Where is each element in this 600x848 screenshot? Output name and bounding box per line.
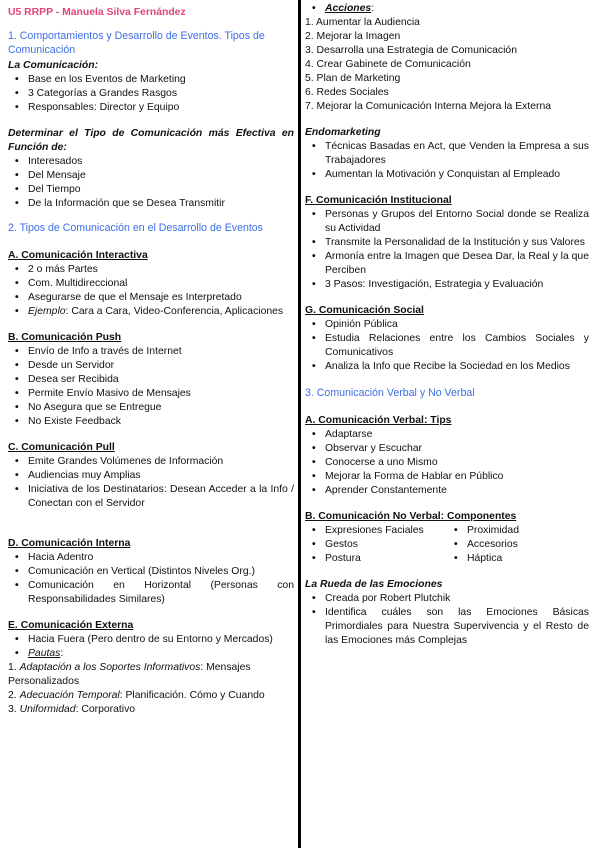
list-item: • Analiza la Info que Recibe la Sociedad en los Medios bbox=[305, 360, 589, 374]
comunicacion-no-verbal-heading: B. Comunicación No Verbal: Componentes bbox=[305, 511, 517, 522]
list-item: • Conocerse a uno Mismo bbox=[305, 456, 589, 470]
accion-line: 7. Mejorar la Comunicación Interna Mejora la Externa bbox=[305, 101, 552, 112]
list-item: • Estudia Relaciones entre los Cambios Sociales y Comunicativos bbox=[305, 332, 589, 360]
comunicacion-verbal-list bbox=[305, 428, 589, 498]
section-2-heading: 2. Tipos de Comunicación en el Desarrollo de Eventos bbox=[8, 222, 263, 234]
list-item: • No Asegura que se Entregue bbox=[8, 401, 294, 415]
list-item: • Envío de Info a través de Internet bbox=[8, 345, 294, 359]
comunicacion-social-list bbox=[305, 318, 589, 374]
pauta-number: 1. bbox=[8, 662, 20, 673]
accion-line: 1. Aumentar la Audiencia bbox=[305, 17, 420, 28]
accion-line: 5. Plan de Marketing bbox=[305, 73, 401, 84]
accion-line: 4. Crear Gabinete de Comunicación bbox=[305, 59, 471, 70]
comunicacion-push-heading: B. Comunicación Push bbox=[8, 332, 122, 343]
list-item: • Adaptarse bbox=[305, 428, 589, 442]
list-item: • 3 Pasos: Investigación, Estrategia y Evaluación bbox=[305, 278, 589, 292]
acciones-colon: : bbox=[371, 3, 375, 14]
list-item: • Proximidad bbox=[447, 524, 589, 538]
list-item: • Emite Grandes Volúmenes de Información bbox=[8, 455, 294, 469]
pauta-term: Adecuación Temporal bbox=[19, 690, 120, 701]
list-item: • Interesados bbox=[8, 155, 294, 169]
pauta-line bbox=[8, 703, 294, 717]
list-item: • Expresiones Faciales bbox=[305, 524, 447, 538]
list-item: • Base en los Eventos de Marketing bbox=[8, 73, 294, 87]
list-item: • Háptica bbox=[447, 552, 589, 566]
componentes-list-right bbox=[447, 524, 589, 566]
document-title: U5 RRPP - Manuela Silva Fernández bbox=[8, 7, 186, 18]
list-item: • Accesorios bbox=[447, 538, 589, 552]
pauta-number: 2. bbox=[8, 690, 20, 701]
section-3-heading: 3. Comunicación Verbal y No Verbal bbox=[305, 387, 475, 399]
la-comunicacion-label: La Comunicación: bbox=[8, 60, 99, 71]
accion-line: 2. Mejorar la Imagen bbox=[305, 31, 401, 42]
list-item: • Del Tiempo bbox=[8, 183, 294, 197]
list-item: • Comunicación en Horizontal (Personas con Responsabilidades Similares) bbox=[8, 579, 294, 607]
pautas-colon: : bbox=[60, 648, 64, 659]
comunicacion-pull-list bbox=[8, 455, 294, 511]
list-item: • Com. Multidireccional bbox=[8, 277, 294, 291]
pauta-term: Adaptación a los Soportes Informativos bbox=[19, 662, 201, 673]
ejemplo-text: : Cara a Cara, Video-Conferencia, Aplicaciones bbox=[65, 306, 284, 317]
acciones-label: Acciones bbox=[325, 3, 372, 14]
list-item: • Armonía entre la Imagen que Desea Dar, la Real y la que Perciben bbox=[305, 250, 589, 278]
list-item: • Desea ser Recibida bbox=[8, 373, 294, 387]
list-item: • Técnicas Basadas en Act, que Venden la Empresa a sus Trabajadores bbox=[305, 140, 589, 168]
rueda-emociones-list bbox=[305, 592, 589, 648]
ejemplo-label: Ejemplo bbox=[28, 306, 66, 317]
list-item: • Iniciativa de los Destinatarios: Desean Acceder a la Info / Conectan con el Servidor bbox=[8, 483, 294, 511]
pauta-text: : Planificación. Cómo y Cuando bbox=[119, 690, 265, 701]
list-item: • Audiencias muy Amplias bbox=[8, 469, 294, 483]
comunicacion-externa-list bbox=[8, 633, 294, 661]
left-column bbox=[8, 6, 294, 717]
rueda-emociones-label: La Rueda de las Emociones bbox=[305, 579, 443, 590]
comunicacion-interactiva-heading: A. Comunicación Interactiva bbox=[8, 250, 148, 261]
pauta-term: Uniformidad bbox=[19, 704, 76, 715]
list-item: • Postura bbox=[305, 552, 447, 566]
comunicacion-institucional-list bbox=[305, 208, 589, 292]
pauta-text: : Corporativo bbox=[75, 704, 136, 715]
list-item: • Aprender Constantemente bbox=[305, 484, 589, 498]
section-1-heading: 1. Comportamientos y Desarrollo de Eventos. Tipos de Comunicación bbox=[8, 30, 265, 56]
list-item: • Transmite la Personalidad de la Institución y sus Valores bbox=[305, 236, 589, 250]
determinar-label: Determinar el Tipo de Comunicación más Efectiva en Función de: bbox=[8, 128, 294, 153]
comunicacion-push-list bbox=[8, 345, 294, 429]
determinar-list bbox=[8, 155, 294, 211]
list-item: • Hacia Fuera (Pero dentro de su Entorno y Mercados) bbox=[8, 633, 294, 647]
comunicacion-externa-heading: E. Comunicación Externa bbox=[8, 620, 134, 631]
list-item: • Identifica cuáles son las Emociones Básicas Primordiales para Nuestra Supervivencia y el Resto de las Emociones más Complejas bbox=[305, 606, 589, 648]
pautas-label: Pautas bbox=[28, 648, 61, 659]
right-column bbox=[305, 2, 589, 648]
list-item: • Responsables: Director y Equipo bbox=[8, 101, 294, 115]
list-item: • Gestos bbox=[305, 538, 447, 552]
comunicacion-pull-heading: C. Comunicación Pull bbox=[8, 442, 115, 453]
comunicacion-social-heading: G. Comunicación Social bbox=[305, 305, 424, 316]
list-item: • Comunicación en Vertical (Distintos Niveles Org.) bbox=[8, 565, 294, 579]
comunicacion-verbal-heading: A. Comunicación Verbal: Tips bbox=[305, 415, 452, 426]
list-item-acciones bbox=[305, 2, 589, 16]
list-item: • Asegurarse de que el Mensaje es Interpretado bbox=[8, 291, 294, 305]
componentes-list-left bbox=[305, 524, 447, 566]
list-item: • Permite Envío Masivo de Mensajes bbox=[8, 387, 294, 401]
list-item: • Del Mensaje bbox=[8, 169, 294, 183]
comunicacion-interactiva-list bbox=[8, 263, 294, 319]
list-item: • Opinión Pública bbox=[305, 318, 589, 332]
list-item: • 2 o más Partes bbox=[8, 263, 294, 277]
pauta-text: : Mensajes Personalizados bbox=[8, 662, 251, 687]
list-item: • No Existe Feedback bbox=[8, 415, 294, 429]
comunicacion-institucional-heading: F. Comunicación Institucional bbox=[305, 195, 452, 206]
list-item: • 3 Categorías a Grandes Rasgos bbox=[8, 87, 294, 101]
list-item-pautas bbox=[8, 647, 294, 661]
la-comunicacion-list bbox=[8, 73, 294, 115]
accion-line: 3. Desarrolla una Estrategia de Comunicación bbox=[305, 45, 517, 56]
pauta-line bbox=[8, 689, 294, 703]
acciones-label-list bbox=[305, 2, 589, 16]
list-item: • Hacia Adentro bbox=[8, 551, 294, 565]
componentes-grid bbox=[305, 524, 589, 566]
endomarketing-list bbox=[305, 140, 589, 182]
list-item: • Creada por Robert Plutchik bbox=[305, 592, 589, 606]
accion-line: 6. Redes Sociales bbox=[305, 87, 389, 98]
list-item-ejemplo bbox=[8, 305, 294, 319]
list-item: • Desde un Servidor bbox=[8, 359, 294, 373]
comunicacion-interna-list bbox=[8, 551, 294, 607]
pauta-line bbox=[8, 661, 294, 689]
list-item: • Mejorar la Forma de Hablar en Público bbox=[305, 470, 589, 484]
comunicacion-interna-heading: D. Comunicación Interna bbox=[8, 538, 131, 549]
list-item: • Personas y Grupos del Entorno Social donde se Realiza su Actividad bbox=[305, 208, 589, 236]
column-divider bbox=[298, 0, 301, 848]
endomarketing-label: Endomarketing bbox=[305, 127, 381, 138]
list-item: • Observar y Escuchar bbox=[305, 442, 589, 456]
list-item: • De la Información que se Desea Transmitir bbox=[8, 197, 294, 211]
list-item: • Aumentan la Motivación y Conquistan al Empleado bbox=[305, 168, 589, 182]
pauta-number: 3. bbox=[8, 704, 20, 715]
